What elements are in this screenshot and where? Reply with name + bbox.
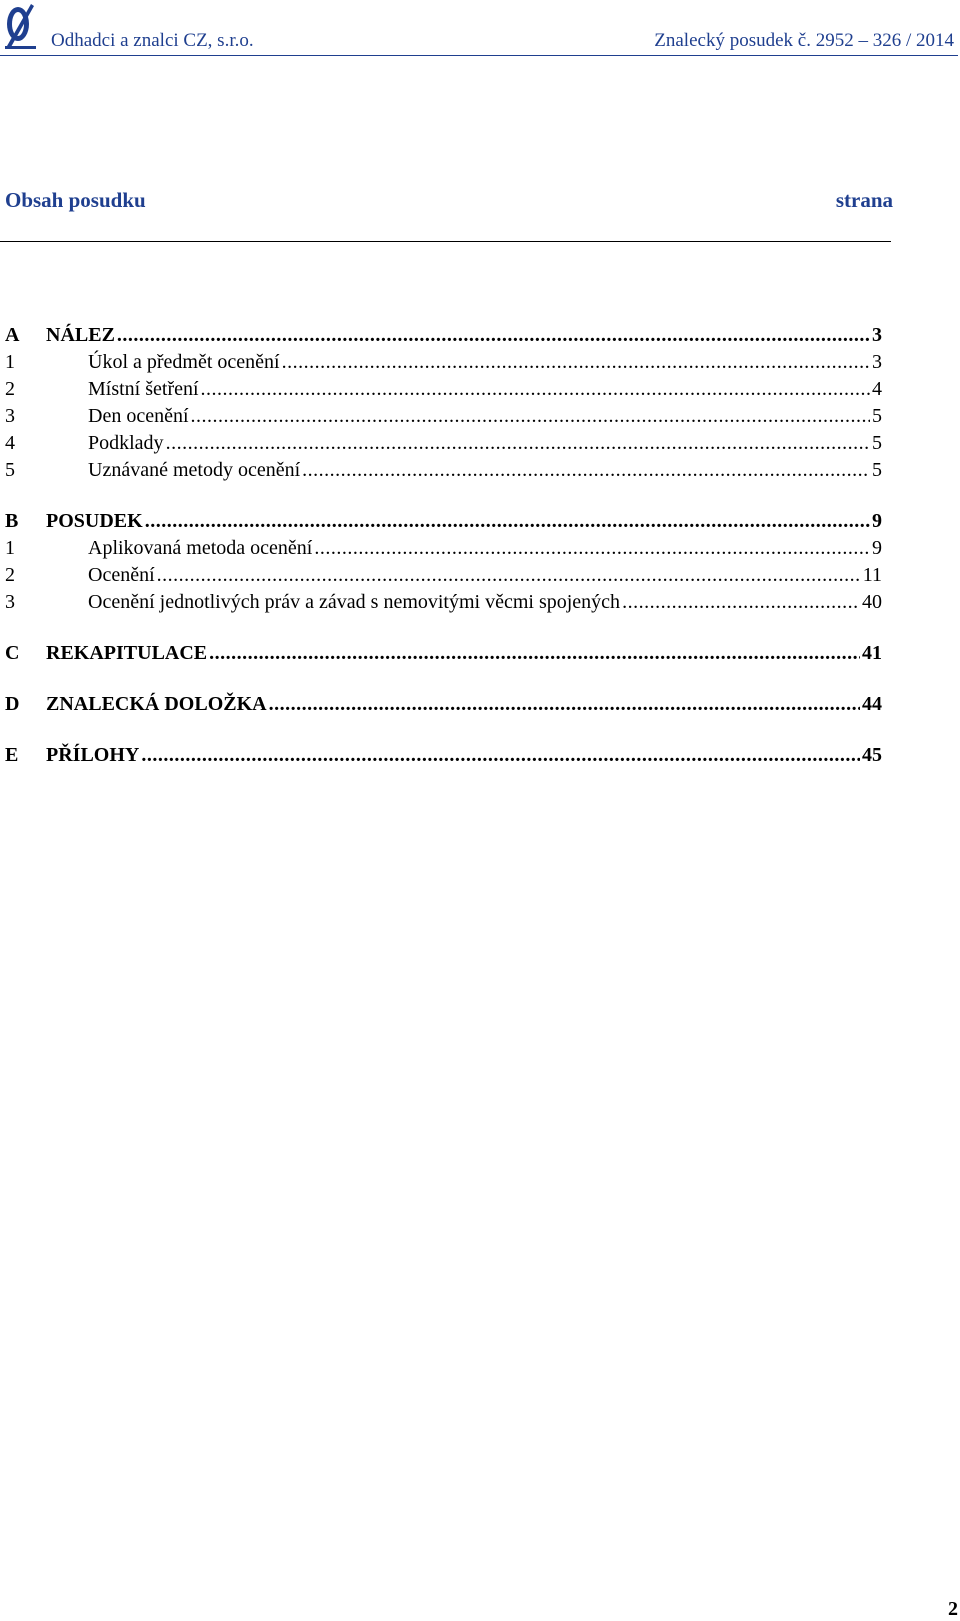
toc-entry[interactable]: [0, 376, 882, 403]
toc-entry-page: 5: [872, 405, 882, 427]
toc-entry-title: Ocenění: [88, 564, 155, 586]
toc-dot-leader: [191, 403, 870, 430]
toc-entry-title: POSUDEK: [46, 510, 143, 532]
toc-dot-leader: [166, 430, 870, 457]
toc-entry[interactable]: [0, 430, 882, 457]
toc-entry-number: C: [5, 642, 20, 664]
toc-entry-number: B: [5, 510, 19, 532]
toc-entry[interactable]: [0, 742, 882, 769]
company-logo-icon: [3, 2, 37, 50]
toc-dot-leader: [282, 349, 870, 376]
toc-dot-leader: [302, 457, 870, 484]
toc-entry-title: Místní šetření: [88, 378, 199, 400]
toc-entry-title: Den ocenění: [88, 405, 189, 427]
toc-dot-leader: [201, 376, 870, 403]
toc-entry-title: PŘÍLOHY: [46, 744, 140, 766]
toc-dot-leader: [145, 508, 870, 535]
toc-dot-leader: [157, 562, 861, 589]
toc-entry[interactable]: [0, 322, 882, 349]
toc-entry-page: 9: [872, 510, 882, 532]
toc-entry-page: 9: [872, 537, 882, 559]
toc-entry[interactable]: [0, 691, 882, 718]
company-name: Odhadci a znalci CZ, s.r.o.: [51, 30, 254, 51]
toc-entry-number: 2: [5, 564, 15, 586]
toc-entry-number: 5: [5, 459, 15, 481]
toc-entry[interactable]: [0, 349, 882, 376]
toc-entry-title: Aplikovaná metoda ocenění: [88, 537, 313, 559]
toc-entry-number: 1: [5, 351, 15, 373]
toc-entry[interactable]: [0, 535, 882, 562]
toc-entry-title: Uznávané metody ocenění: [88, 459, 301, 481]
toc-dot-leader: [117, 322, 870, 349]
toc-entry-page: 3: [872, 351, 882, 373]
toc-dot-leader: [269, 691, 860, 718]
toc-entry-title: NÁLEZ: [46, 324, 115, 346]
page-number: 2: [948, 1598, 958, 1620]
toc-entry-number: 1: [5, 537, 15, 559]
toc-entry-title: Úkol a předmět ocenění: [88, 351, 280, 373]
toc-entry[interactable]: [0, 562, 882, 589]
toc-dot-leader: [314, 535, 870, 562]
toc-dot-leader: [209, 640, 860, 667]
toc-entry-title: ZNALECKÁ DOLOŽKA: [46, 693, 267, 715]
table-of-contents: [0, 322, 882, 769]
toc-dot-leader: [141, 742, 860, 769]
toc-entry-title: Ocenění jednotlivých práv a závad s nemovitými věcmi spojených: [88, 591, 621, 613]
toc-entry-number: E: [5, 744, 19, 766]
toc-entry-page: 11: [862, 564, 882, 586]
toc-entry-number: 4: [5, 432, 15, 454]
toc-entry[interactable]: [0, 403, 882, 430]
toc-entry[interactable]: [0, 640, 882, 667]
toc-entry-number: D: [5, 693, 20, 715]
page-header: [0, 0, 958, 56]
toc-entry-page: 5: [872, 432, 882, 454]
toc-page-column-label: strana: [835, 188, 893, 212]
toc-divider: [0, 241, 891, 242]
toc-entry[interactable]: [0, 457, 882, 484]
toc-entry-page: 4: [872, 378, 882, 400]
toc-heading: Obsah posudku: [5, 188, 146, 212]
toc-entry-title: REKAPITULACE: [46, 642, 208, 664]
toc-entry-title: Podklady: [88, 432, 164, 454]
toc-entry-page: 5: [872, 459, 882, 481]
toc-entry-page: 41: [862, 642, 882, 664]
document-reference: Znalecký posudek č. 2952 – 326 / 2014: [654, 30, 954, 51]
toc-entry-number: 2: [5, 378, 15, 400]
toc-entry-page: 3: [872, 324, 882, 346]
toc-entry-page: 45: [862, 744, 882, 766]
toc-entry-number: A: [5, 324, 20, 346]
toc-entry-number: 3: [5, 405, 15, 427]
toc-entry-page: 40: [862, 591, 882, 613]
toc-entry[interactable]: [0, 508, 882, 535]
toc-entry-page: 44: [862, 693, 882, 715]
toc-entry-number: 3: [5, 591, 15, 613]
header-divider: [0, 55, 958, 56]
toc-dot-leader: [622, 589, 860, 616]
toc-entry[interactable]: [0, 589, 882, 616]
